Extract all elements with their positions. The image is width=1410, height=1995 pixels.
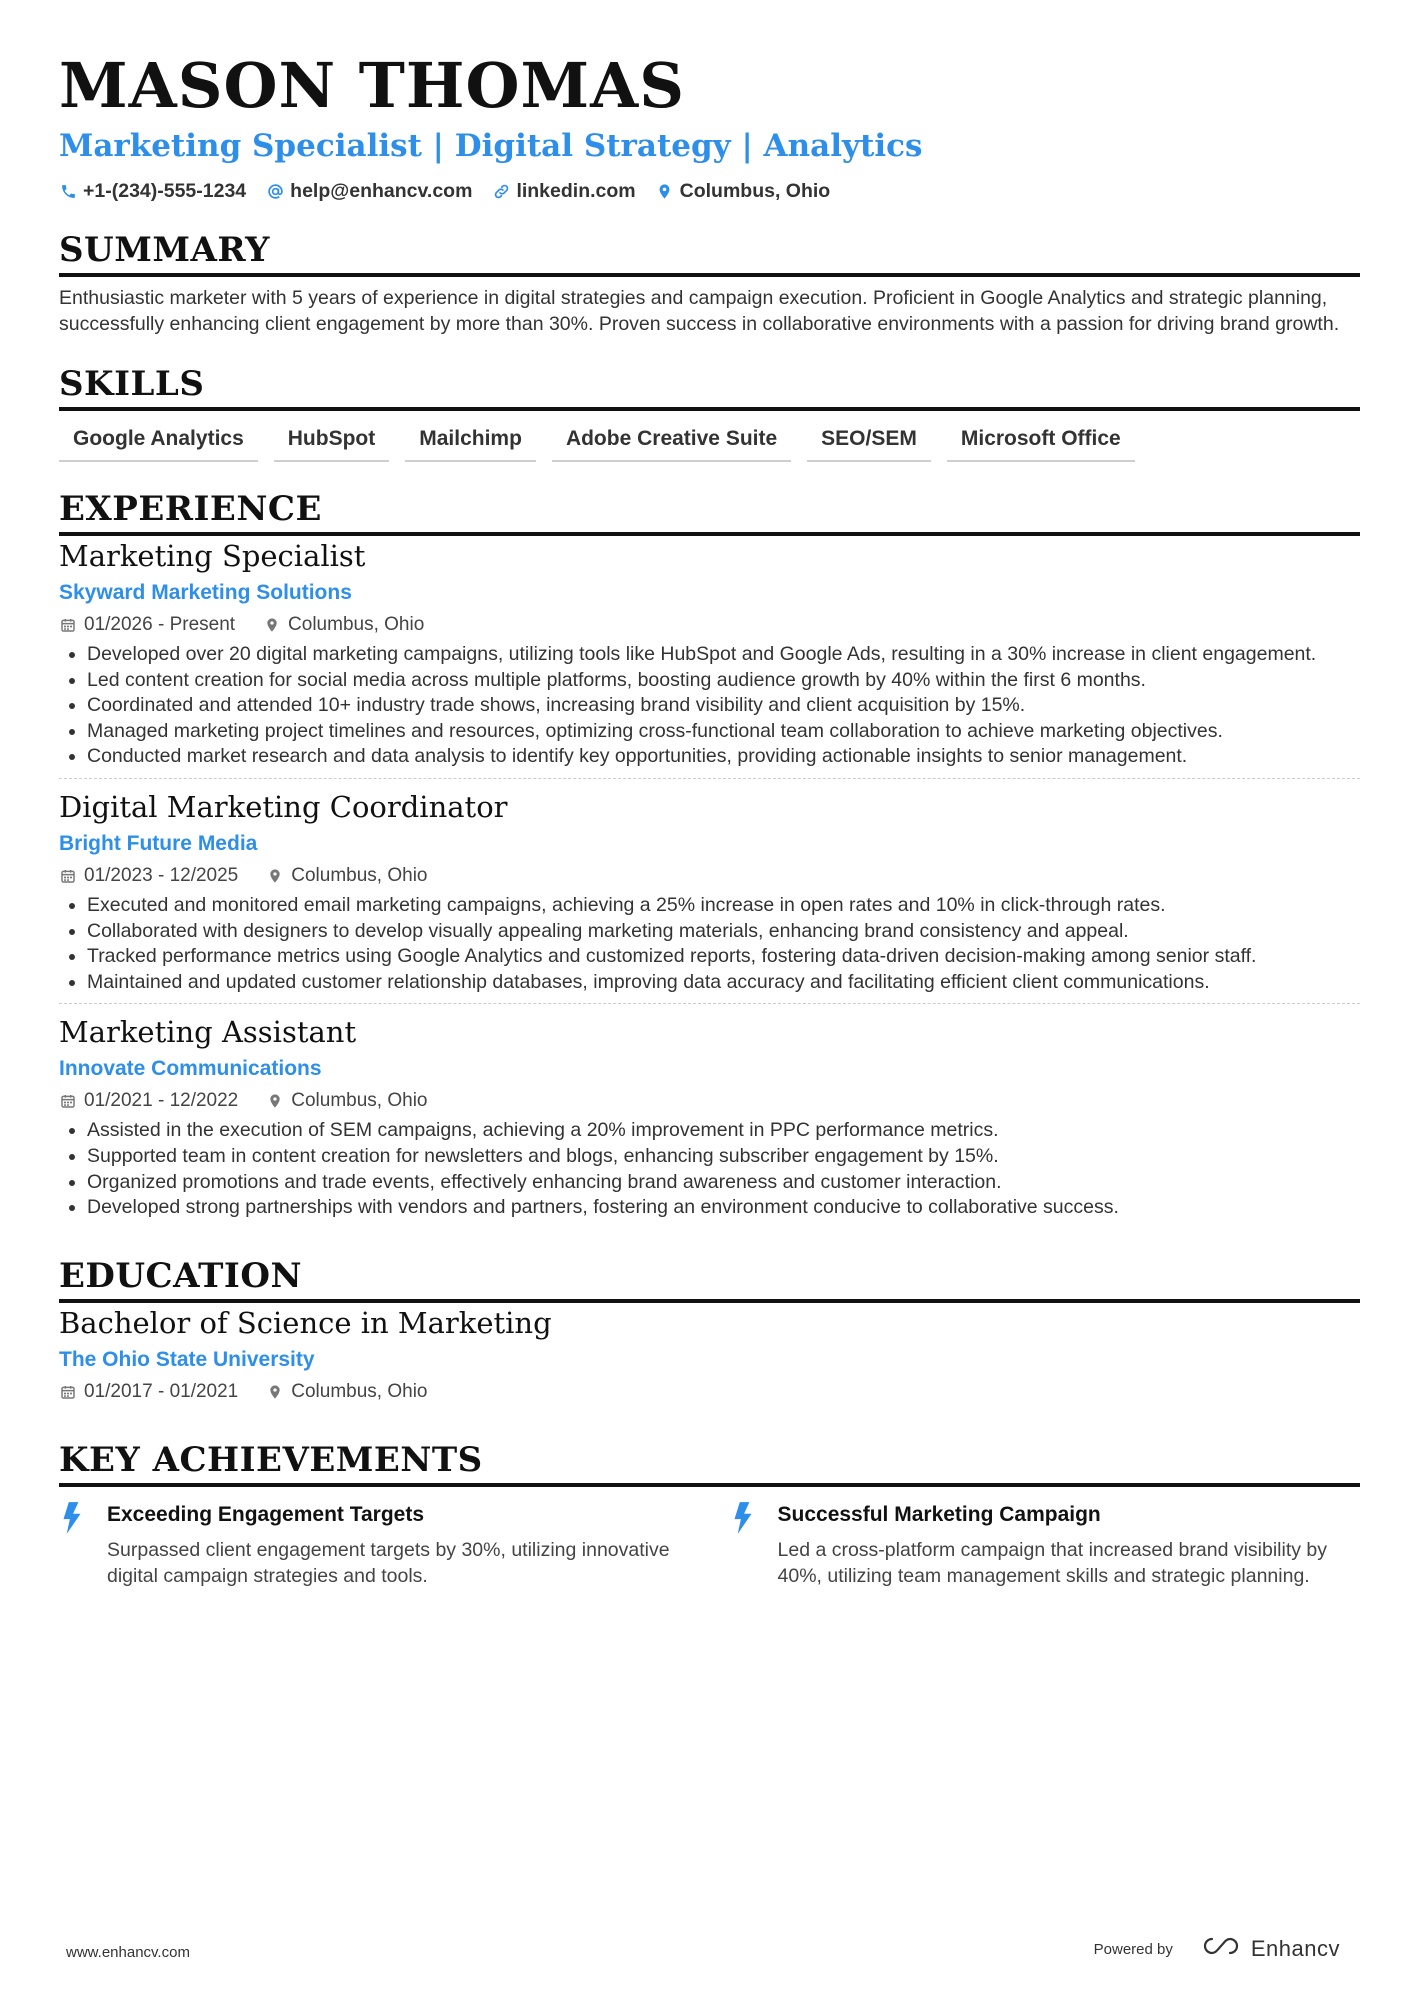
job-bullets	[59, 893, 1360, 995]
contact-location-text: Columbus, Ohio	[679, 180, 831, 202]
job-entry	[59, 778, 1360, 1003]
company-name: Skyward Marketing Solutions	[59, 581, 352, 604]
achievement-item	[59, 1501, 690, 1589]
contact-email[interactable]	[266, 180, 472, 203]
location-pin-icon	[266, 1092, 284, 1110]
job-meta	[59, 863, 1360, 889]
job-location-text: Columbus, Ohio	[291, 864, 428, 886]
calendar-icon	[59, 1092, 77, 1110]
degree-title: Bachelor of Science in Marketing	[59, 1305, 552, 1340]
candidate-name: MASON THOMAS	[59, 49, 686, 122]
location-pin-icon	[656, 183, 674, 201]
school-name: The Ohio State University	[59, 1347, 315, 1371]
education-heading: EDUCATION	[59, 1255, 1360, 1303]
skill-tag: SEO/SEM	[807, 423, 931, 462]
job-location	[266, 1088, 427, 1114]
footer-branding	[1094, 1935, 1340, 1963]
achievements-section	[59, 1439, 1360, 1589]
education-entry	[59, 1303, 1360, 1413]
education-section	[59, 1255, 1360, 1413]
location-pin-icon	[266, 1383, 284, 1401]
bullet-item: • Executed and monitored email marketing campaigns, achieving a 25% increase in open rates and 10% in click-through rates.	[87, 893, 1360, 919]
phone-icon	[59, 183, 77, 201]
job-bullets	[59, 642, 1360, 770]
education-meta	[59, 1379, 1360, 1405]
company-name: Bright Future Media	[59, 831, 258, 855]
calendar-icon	[59, 1383, 77, 1401]
bullet-item: • Tracked performance metrics using Google Analytics and customized reports, fostering data-driven decision-making among senior staff.	[87, 944, 1360, 970]
skill-tag: Google Analytics	[59, 423, 258, 462]
company-name: Innovate Communications	[59, 1057, 322, 1081]
enhancv-logo-text: Enhancv	[1250, 1936, 1340, 1961]
skills-heading: SKILLS	[59, 363, 1360, 411]
lightning-bolt-icon	[59, 1501, 85, 1589]
job-dates	[59, 612, 235, 638]
calendar-icon	[59, 616, 77, 634]
job-dates-text: 01/2023 - 12/2025	[84, 864, 239, 886]
job-dates-text: 01/2021 - 12/2022	[84, 1090, 239, 1112]
education-dates	[59, 1379, 238, 1405]
skill-tag: Mailchimp	[405, 423, 536, 462]
contact-row	[59, 180, 1360, 203]
bullet-item: • Collaborated with designers to develop visually appealing marketing materials, enhancing brand consistency and appeal.	[87, 919, 1360, 945]
achievement-body	[107, 1501, 690, 1589]
summary-heading: SUMMARY	[59, 229, 1360, 277]
job-title: Marketing Assistant	[59, 1015, 357, 1050]
education-dates-text: 01/2017 - 01/2021	[84, 1380, 239, 1402]
job-entry	[59, 536, 1360, 778]
contact-linkedin-text: linkedin.com	[516, 180, 636, 202]
skill-tag: Microsoft Office	[947, 423, 1135, 462]
summary-text: Enthusiastic marketer with 5 years of experience in digital strategies and campaign execution. Proficient in Google Analytics and strategic planning, successfully enhancing client engagement by more than 30%. Proven success in collaborative environments with a passion for driving brand growth.	[59, 287, 1340, 335]
lightning-bolt-icon	[730, 1501, 756, 1589]
bullet-item: • Developed over 20 digital marketing campaigns, utilizing tools like HubSpot and Google Ads, resulting in a 30% increase in client engagement.	[87, 642, 1360, 668]
resume-page	[59, 48, 1360, 1589]
candidate-title: Marketing Specialist | Digital Strategy | Analytics	[59, 128, 923, 164]
contact-linkedin[interactable]	[492, 180, 635, 203]
bullet-item: • Conducted market research and data analysis to identify key opportunities, providing actionable insights to senior management.	[87, 744, 1360, 770]
education-location	[266, 1379, 427, 1405]
bullet-item: • Supported team in content creation for newsletters and blogs, enhancing subscriber engagement by 15%.	[87, 1144, 1360, 1170]
bullet-item: • Developed strong partnerships with vendors and partners, fostering an environment conducive to collaborative success.	[87, 1195, 1360, 1221]
achievement-title: Successful Marketing Campaign	[777, 1502, 1101, 1526]
contact-location	[656, 180, 831, 203]
experience-heading: EXPERIENCE	[59, 488, 1360, 536]
achievement-item	[730, 1501, 1361, 1589]
job-dates-text: 01/2026 - Present	[84, 614, 236, 635]
contact-phone-text: +1-(234)-555-1234	[83, 180, 247, 202]
footer-website[interactable]: www.enhancv.com	[66, 1944, 190, 1961]
job-meta	[59, 612, 1360, 638]
skill-tag: HubSpot	[274, 423, 389, 462]
achievement-description: Led a cross-platform campaign that increased brand visibility by 40%, utilizing team management skills and strategic planning.	[777, 1538, 1328, 1587]
job-dates	[59, 1088, 238, 1114]
enhancv-logo[interactable]	[1199, 1935, 1340, 1963]
enhancv-logo-icon	[1199, 1935, 1243, 1963]
achievement-description: Surpassed client engagement targets by 30%, utilizing innovative digital campaign strategies and tools.	[107, 1538, 670, 1587]
contact-phone[interactable]	[59, 180, 246, 203]
job-location	[266, 863, 427, 889]
summary-section	[59, 229, 1360, 337]
resume-header	[59, 48, 1360, 203]
job-meta	[59, 1088, 1360, 1114]
job-title: Digital Marketing Coordinator	[59, 789, 508, 824]
job-location	[263, 612, 424, 638]
achievements-heading: KEY ACHIEVEMENTS	[59, 1439, 1360, 1487]
achievement-body	[778, 1501, 1361, 1589]
job-entry	[59, 1003, 1360, 1228]
location-pin-icon	[263, 616, 281, 634]
bullet-item: • Coordinated and attended 10+ industry trade shows, increasing brand visibility and client acquisition by 15%.	[87, 693, 1360, 719]
link-icon	[492, 183, 510, 201]
bullet-item: • Led content creation for social media across multiple platforms, boosting audience growth by 40% within the first 6 months.	[87, 668, 1360, 694]
at-icon	[266, 183, 284, 201]
bullet-item: • Organized promotions and trade events, effectively enhancing brand awareness and customer interaction.	[87, 1170, 1360, 1196]
job-title: Marketing Specialist	[59, 539, 366, 573]
achievement-title: Exceeding Engagement Targets	[107, 1502, 425, 1526]
education-location-text: Columbus, Ohio	[291, 1380, 428, 1402]
skills-list	[59, 423, 1360, 462]
job-bullets	[59, 1118, 1360, 1220]
location-pin-icon	[266, 867, 284, 885]
experience-section	[59, 488, 1360, 1229]
bullet-item: • Assisted in the execution of SEM campaigns, achieving a 20% improvement in PPC performance metrics.	[87, 1118, 1360, 1144]
bullet-item: • Maintained and updated customer relationship databases, improving data accuracy and facilitating efficient client communications.	[87, 970, 1360, 996]
achievements-grid	[59, 1501, 1360, 1589]
job-dates	[59, 863, 238, 889]
bullet-item: • Managed marketing project timelines and resources, optimizing cross-functional team collaboration to achieve marketing objectives.	[87, 719, 1360, 745]
contact-email-text: help@enhancv.com	[290, 180, 473, 202]
powered-by-label: Powered by	[1093, 1940, 1173, 1958]
job-location-text: Columbus, Ohio	[291, 1090, 428, 1112]
skill-tag: Adobe Creative Suite	[552, 423, 791, 462]
job-location-text: Columbus, Ohio	[288, 614, 425, 635]
calendar-icon	[59, 867, 77, 885]
skills-section	[59, 363, 1360, 462]
